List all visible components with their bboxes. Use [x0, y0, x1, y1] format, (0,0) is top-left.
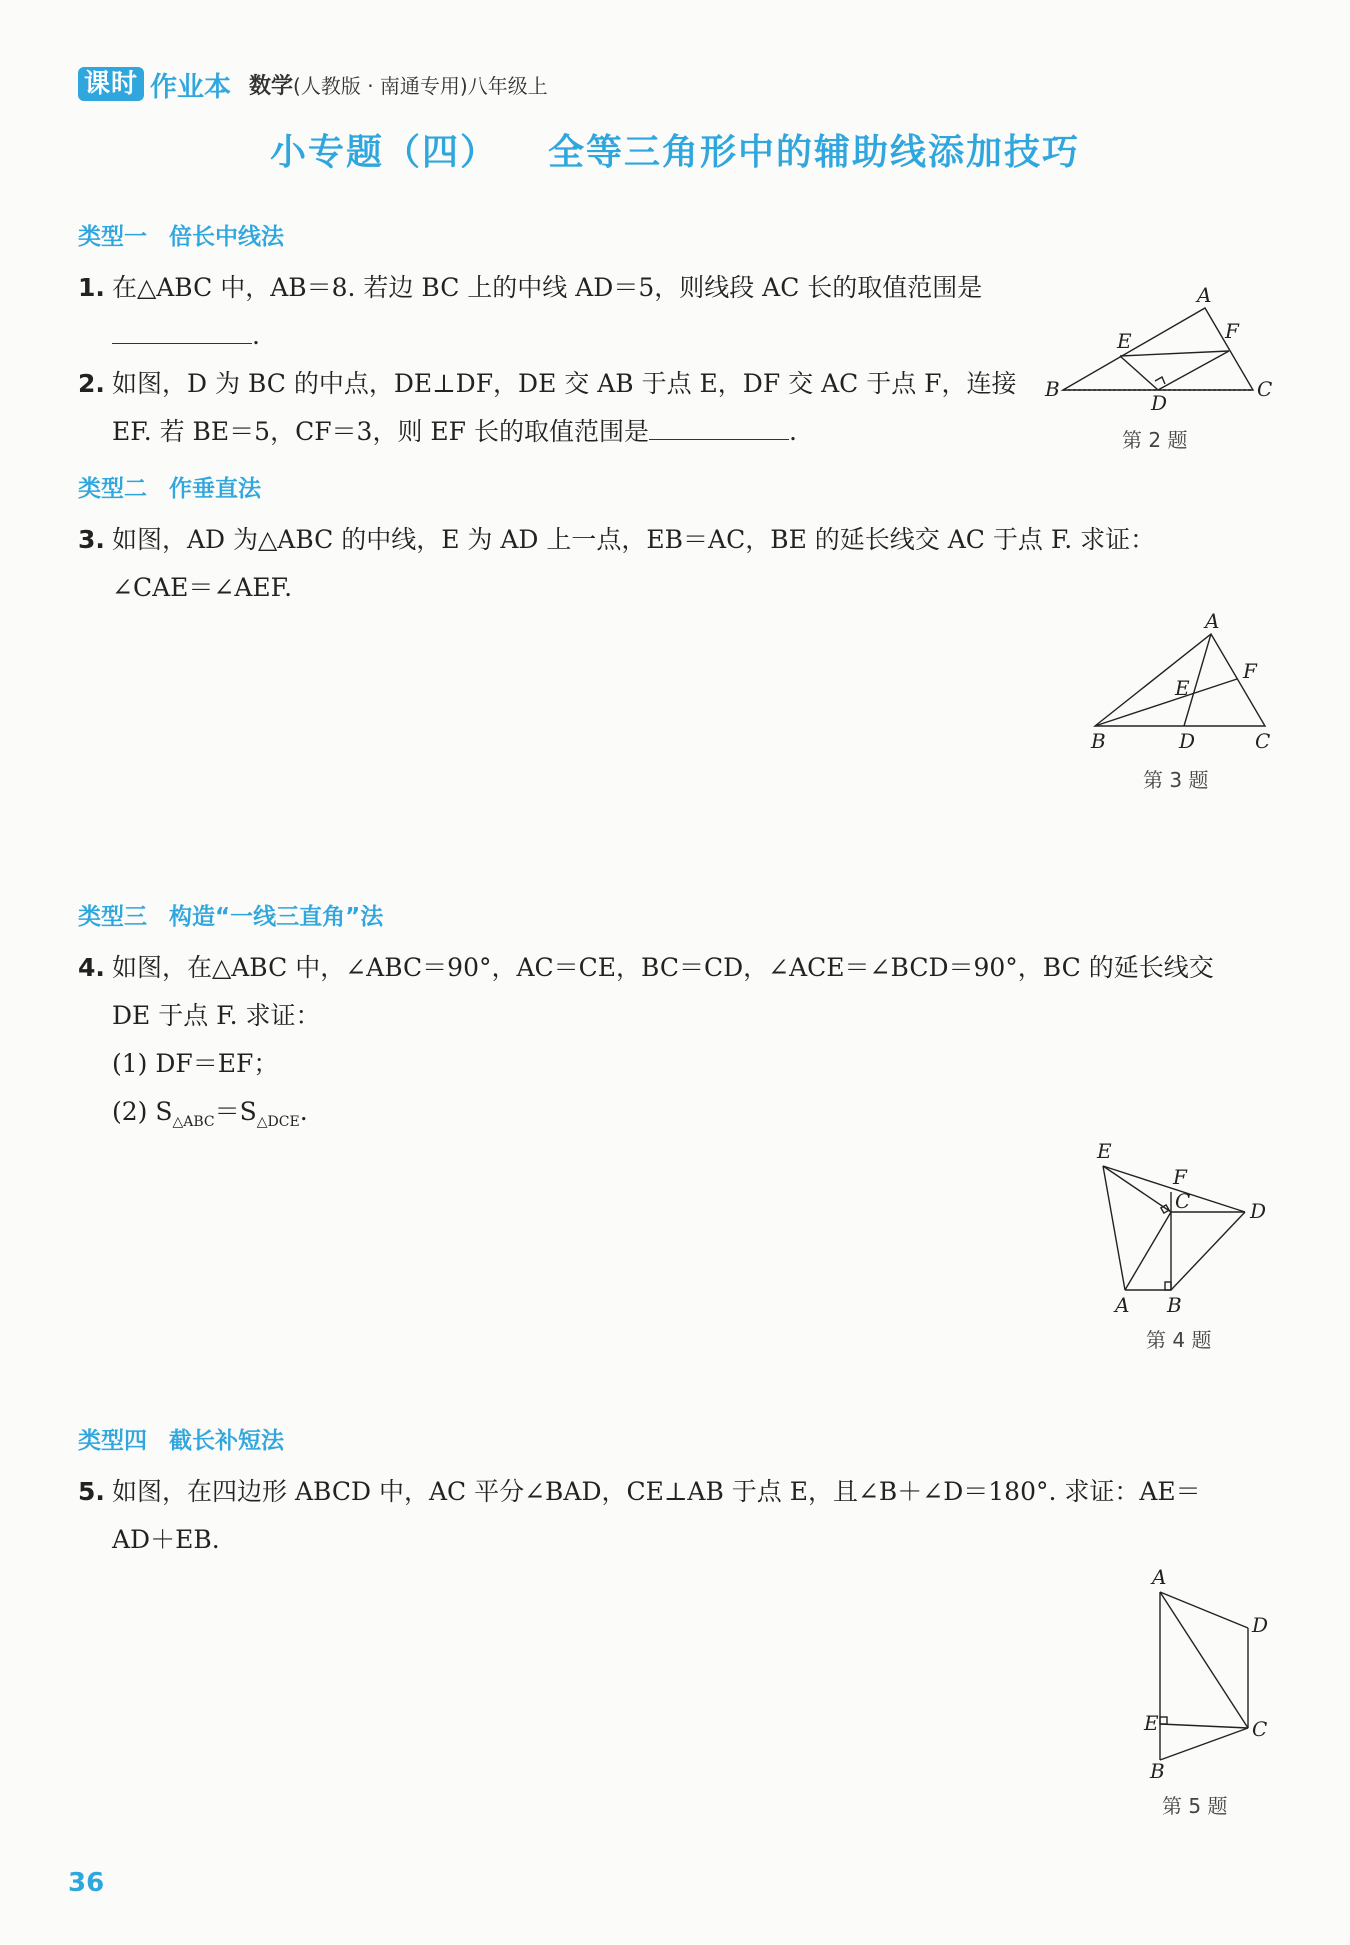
problem-text: 如图，D 为 BC 的中点，DE⊥DF，DE 交 AB 于点 E，DF 交 AC 于点 F，连接 — [112, 369, 1017, 398]
section-heading-3 — [78, 898, 383, 931]
problem-text: EF. 若 BE＝5，CF＝3，则 EF 长的取值范围是 — [112, 417, 649, 446]
section-label: 类型三 — [78, 904, 147, 930]
segment-ad — [1160, 1592, 1248, 1628]
section-label: 类型二 — [78, 476, 147, 502]
label-e: E — [1097, 1139, 1112, 1163]
page-title — [0, 124, 1350, 175]
segment-ef — [1120, 351, 1229, 356]
label-e: E — [1117, 329, 1132, 353]
segment-ac — [1160, 1592, 1248, 1728]
figure-5-caption: 第 5 题 — [1162, 1794, 1228, 1818]
label-c: C — [1257, 377, 1273, 401]
problem-tail: . — [788, 417, 797, 446]
book-logo: 课时 — [78, 67, 144, 101]
label-b: B — [1167, 1293, 1182, 1317]
label-d: D — [1179, 729, 1196, 753]
section-heading-2 — [78, 470, 261, 503]
problem-tail: . — [252, 321, 260, 350]
book-header — [78, 64, 548, 104]
answer-blank[interactable] — [649, 417, 789, 440]
problem-number: 2. — [78, 369, 105, 398]
section-name: 截长补短法 — [169, 1428, 284, 1454]
label-a: A — [1205, 609, 1220, 633]
right-angle-mark-e — [1160, 1717, 1167, 1724]
problem-text: 如图，在△ABC 中，∠ABC＝90°，AC＝CE，BC＝CD，∠ACE＝∠BCD＝90°，BC 的延长线交 — [112, 953, 1214, 982]
title-part1: 小专题（四） — [269, 132, 498, 173]
segment-ac — [1125, 1212, 1171, 1290]
label-d: D — [1250, 1199, 1267, 1223]
section-label: 类型四 — [78, 1428, 147, 1454]
problem-number: 1. — [78, 273, 105, 302]
label-f: F — [1173, 1165, 1187, 1189]
figure-4 — [1085, 1140, 1285, 1319]
problem-text: DE 于点 F. 求证： — [112, 1001, 321, 1030]
label-e: E — [1175, 676, 1190, 700]
problem-5 — [78, 1468, 1273, 1564]
figure-3-caption: 第 3 题 — [1143, 768, 1209, 792]
label-c: C — [1252, 1717, 1268, 1741]
problem-text: AD＋EB. — [112, 1525, 220, 1554]
problem-number: 3. — [78, 525, 105, 554]
label-f: F — [1243, 659, 1257, 683]
label-b: B — [1045, 377, 1060, 401]
title-part2: 全等三角形中的辅助线添加技巧 — [548, 132, 1081, 173]
label-e: E — [1144, 1711, 1159, 1735]
sub2-prefix: (2) S — [112, 1097, 173, 1126]
label-d: D — [1151, 391, 1168, 415]
figure-3 — [1085, 609, 1275, 759]
problem-text: 如图，在四边形 ABCD 中，AC 平分∠BAD，CE⊥AB 于点 E，且∠B＋∠D＝180°. 求证：AE＝ — [112, 1477, 1201, 1506]
problem-number: 5. — [78, 1477, 105, 1506]
book-logo-suffix: 作业本 — [150, 71, 232, 103]
problem-number: 4. — [78, 953, 105, 982]
label-d: D — [1252, 1613, 1269, 1637]
section-heading-4 — [78, 1422, 284, 1455]
section-name: 倍长中线法 — [169, 224, 284, 250]
label-a: A — [1115, 1293, 1130, 1317]
label-c: C — [1175, 1189, 1191, 1213]
sub2-tail: . — [299, 1097, 308, 1126]
sub2-subscript-dce: △DCE — [256, 1114, 300, 1130]
problem-4 — [78, 944, 1273, 1146]
problem-text: 如图，AD 为△ABC 的中线，E 为 AD 上一点，EB＝AC，BE 的延长线交 AC 于点 F. 求证： — [112, 525, 1156, 554]
label-c: C — [1255, 729, 1271, 753]
sub2-subscript-abc: △ABC — [172, 1114, 215, 1130]
book-subject: 数学 — [249, 73, 294, 99]
segment-ec — [1103, 1166, 1171, 1212]
section-heading-1 — [78, 218, 284, 251]
segment-ec — [1160, 1724, 1248, 1728]
segment-bd — [1171, 1212, 1245, 1290]
section-label: 类型一 — [78, 224, 147, 250]
segment-df — [1158, 351, 1229, 390]
label-f: F — [1225, 319, 1239, 343]
figure-2 — [1045, 283, 1275, 415]
label-b: B — [1150, 1759, 1165, 1783]
figure-5 — [1140, 1565, 1270, 1784]
segment-bf — [1095, 679, 1237, 726]
problem-subpart-1: (1) DF＝EF； — [112, 1049, 279, 1078]
answer-blank[interactable] — [112, 321, 252, 344]
section-name: 构造“一线三直角”法 — [169, 904, 384, 930]
book-grade: 八年级上 — [467, 73, 548, 98]
segment-ea — [1103, 1166, 1125, 1290]
book-info — [249, 69, 548, 100]
problem-text: 在△ABC 中，AB＝8. 若边 BC 上的中线 AD＝5，则线段 AC 长的取值范围是 — [112, 273, 983, 302]
section-name: 作垂直法 — [169, 476, 261, 502]
segment-de — [1120, 356, 1158, 390]
problem-3 — [78, 516, 1273, 612]
segment-bc — [1160, 1728, 1248, 1760]
label-b: B — [1091, 729, 1106, 753]
book-edition: (人教版 · 南通专用) — [293, 73, 468, 98]
page-number: 36 — [68, 1868, 105, 1898]
sub2-mid: ＝S — [214, 1097, 257, 1126]
problem-2 — [78, 360, 1058, 456]
problem-subpart-2 — [112, 1097, 308, 1130]
label-a: A — [1197, 283, 1212, 307]
figure-2-caption: 第 2 题 — [1122, 428, 1188, 452]
right-angle-mark-b — [1165, 1282, 1171, 1290]
problem-text: ∠CAE＝∠AEF. — [112, 573, 293, 602]
figure-4-caption: 第 4 题 — [1146, 1328, 1212, 1352]
right-angle-mark — [1155, 377, 1165, 384]
label-a: A — [1152, 1565, 1167, 1589]
